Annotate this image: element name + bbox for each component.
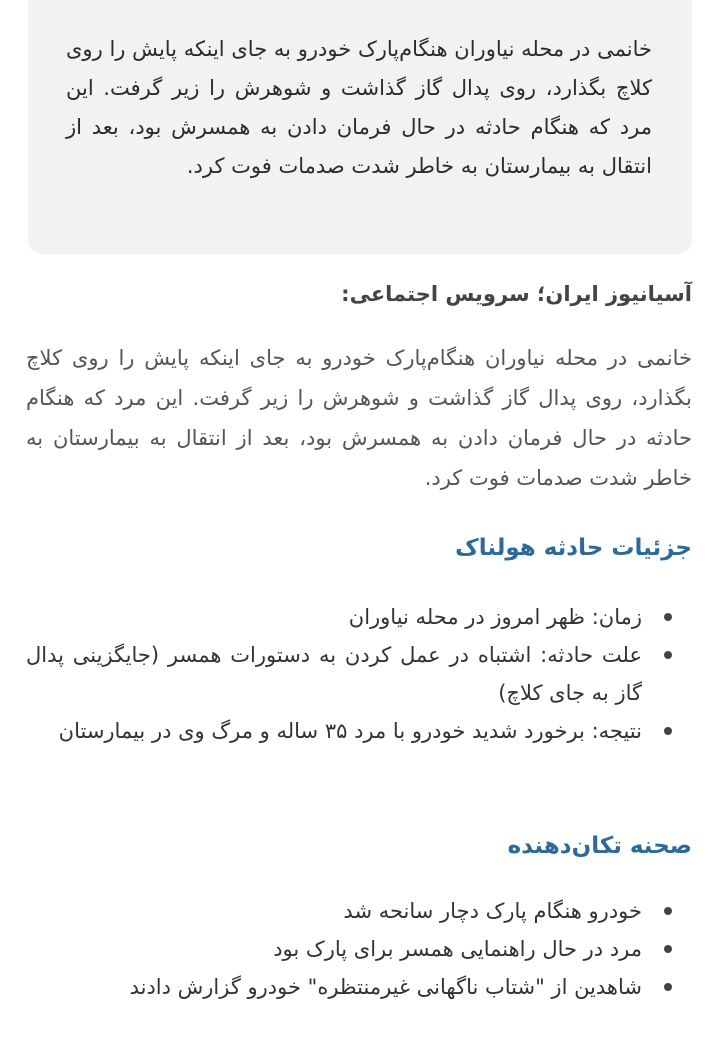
- list-item-text: زمان: ظهر امروز در محله نیاوران: [348, 605, 642, 629]
- lead-paragraph: خانمی در محله نیاوران هنگام‌پارک خودرو به جای اینکه پایش را روی کلاچ بگذارد، روی پدال گاز گذاشت و شوهرش را زیر گرفت. این مرد که هنگام حادثه در حال فرمان دادن به همسرش بود، بعد از انتقال به بیمارستان به خاطر شدت صدمات فوت کرد.: [26, 346, 692, 490]
- bullet-icon: [664, 945, 672, 953]
- news-source: آسیانیوز ایران؛ سرویس اجتماعی:: [341, 282, 692, 306]
- bullet-icon: [664, 907, 672, 915]
- list-item-text: علت حادثه: اشتباه در عمل کردن به دستورات همسر (جایگزینی پدال گاز به جای کلاچ): [26, 643, 642, 705]
- list-item: [26, 892, 642, 930]
- list-item: [26, 930, 642, 968]
- section-heading-details: جزئیات حادثه هولناک: [455, 535, 692, 561]
- bullet-icon: [664, 727, 672, 735]
- list-item: [26, 636, 642, 712]
- list-item: [26, 968, 642, 1006]
- bullet-icon: [664, 983, 672, 991]
- list-item-text: شاهدین از "شتاب ناگهانی غیرمنتظره" خودرو گزارش دادند: [129, 975, 642, 999]
- summary-box: [28, 0, 692, 254]
- list-item-text: مرد در حال راهنمایی همسر برای پارک بود: [273, 937, 642, 961]
- list-item-text: نتیجه: برخورد شدید خودرو با مرد ۳۵ ساله و مرگ وی در بیمارستان: [58, 719, 642, 743]
- details-list: [26, 598, 642, 750]
- list-item: [26, 598, 642, 636]
- bullet-icon: [664, 613, 672, 621]
- summary-text: خانمی در محله نیاوران هنگام‌پارک خودرو به جای اینکه پایش را روی کلاچ بگذارد، روی پدال گاز گذاشت و شوهرش را زیر گرفت. این مرد که هنگام حادثه در حال فرمان دادن به همسرش بود، بعد از انتقال به بیمارستان به خاطر شدت صدمات فوت کرد.: [66, 37, 652, 178]
- bullet-icon: [664, 651, 672, 659]
- section-heading-scene: صحنه تکان‌دهنده: [507, 833, 692, 859]
- scene-list: [26, 892, 642, 1006]
- list-item: [26, 712, 642, 750]
- list-item-text: خودرو هنگام پارک دچار سانحه شد: [343, 899, 642, 923]
